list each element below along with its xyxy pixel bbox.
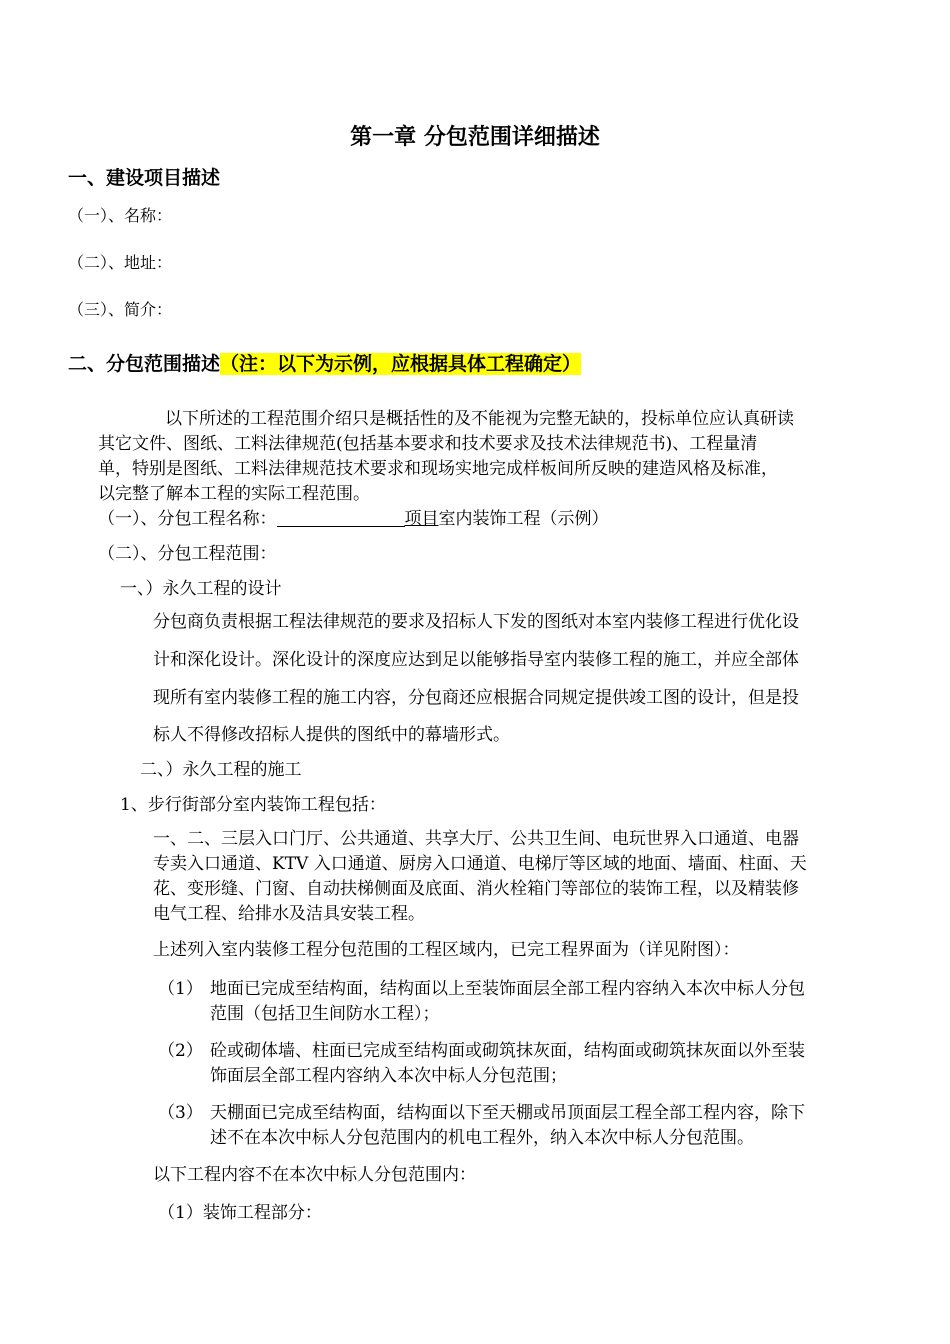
section1-item-name: （一）、名称：: [68, 206, 173, 225]
chapter-title: 第一章 分包范围详细描述: [350, 125, 600, 150]
subcontract-name-label: （一）、分包工程名称：: [98, 509, 277, 529]
section2-note-highlight: （注：以下为示例，应根据具体工程确定）: [220, 353, 582, 375]
interface-item-1-num: （1）: [158, 979, 203, 999]
design-line-1: 分包商负责根据工程法律规范的要求及招标人下发的图纸对本室内装修工程进行优化设: [153, 612, 799, 632]
intro-line-4: 以完整了解本工程的实际工程范围。: [98, 484, 370, 504]
project-underlined: 项目: [404, 509, 439, 529]
section1-item-summary: （三）、简介：: [68, 300, 173, 319]
design-line-2: 计和深化设计。深化设计的深度应达到足以能够指导室内装修工程的施工，并应全部体: [153, 650, 799, 670]
item1-line-1: 一、二、三层入口门厅、公共通道、共享大厅、公共卫生间、电玩世界入口通道、电器: [153, 829, 799, 849]
interface-item-2-line-2: 饰面层全部工程内容纳入本次中标人分包范围；: [210, 1066, 567, 1086]
item1-line-4: 电气工程、给排水及洁具安装工程。: [153, 904, 425, 924]
interface-item-1-line-2: 范围（包括卫生间防水工程）；: [210, 1004, 440, 1024]
design-line-4: 标人不得修改招标人提供的图纸中的幕墙形式。: [153, 725, 510, 745]
item1-line-3: 花、变形缝、门窗、自动扶梯侧面及底面、消火栓箱门等部位的装饰工程，以及精装修: [153, 879, 799, 899]
name-blank-line: [277, 508, 405, 527]
subcontract-scope-label: （二）、分包工程范围：: [98, 544, 277, 564]
intro-line-1: 以下所述的工程范围介绍只是概括性的及不能视为完整无缺的，投标单位应认真研读: [165, 409, 794, 429]
section1-item-address: （二）、地址：: [68, 253, 173, 272]
interface-item-2-line-1: 砼或砌体墙、柱面已完成至结构面或砌筑抹灰面，结构面或砌筑抹灰面以外至装: [210, 1041, 805, 1061]
interface-item-2-num: （2）: [158, 1041, 203, 1061]
item1-heading: 1、步行街部分室内装饰工程包括：: [120, 795, 386, 815]
intro-line-3: 单，特别是图纸、工料法律规范技术要求和现场实地完成样板间所反映的建造风格及标准，: [98, 459, 778, 479]
intro-line-2: 其它文件、图纸、工料法律规范(包括基本要求和技术要求及技术法律规范书)、工程量清: [98, 434, 758, 454]
section1-heading: 一、建设项目描述: [68, 167, 221, 189]
section2-heading-text: 二、分包范围描述: [68, 353, 221, 375]
subcontract-name-rest: 室内装饰工程（示例）: [438, 509, 609, 529]
interface-item-3-line-1: 天棚面已完成至结构面，结构面以下至天棚或吊顶面层工程全部工程内容，除下: [210, 1103, 805, 1123]
design-heading: 一、）永久工程的设计: [120, 579, 282, 599]
excluded-item-1: （1）装饰工程部分：: [158, 1203, 322, 1223]
construction-heading: 二、）永久工程的施工: [140, 760, 302, 780]
interface-item-3-num: （3）: [158, 1103, 203, 1123]
subcontract-name-row: [98, 504, 609, 529]
section2-heading: [68, 349, 581, 376]
interface-item-3-line-2: 述不在本次中标人分包范围内的机电工程外，纳入本次中标人分包范围。: [210, 1128, 754, 1148]
interface-item-1-line-1: 地面已完成至结构面，结构面以上至装饰面层全部工程内容纳入本次中标人分包: [210, 979, 805, 999]
excluded-intro: 以下工程内容不在本次中标人分包范围内：: [153, 1165, 476, 1185]
design-line-3: 现所有室内装修工程的施工内容，分包商还应根据合同规定提供竣工图的设计，但是投: [153, 688, 799, 708]
interface-intro: 上述列入室内装修工程分包范围的工程区域内，已完工程界面为（详见附图）：: [153, 940, 740, 960]
item1-line-2: 专卖入口通道、KTV 入口通道、厨房入口通道、电梯厅等区域的地面、墙面、柱面、天: [153, 854, 807, 874]
